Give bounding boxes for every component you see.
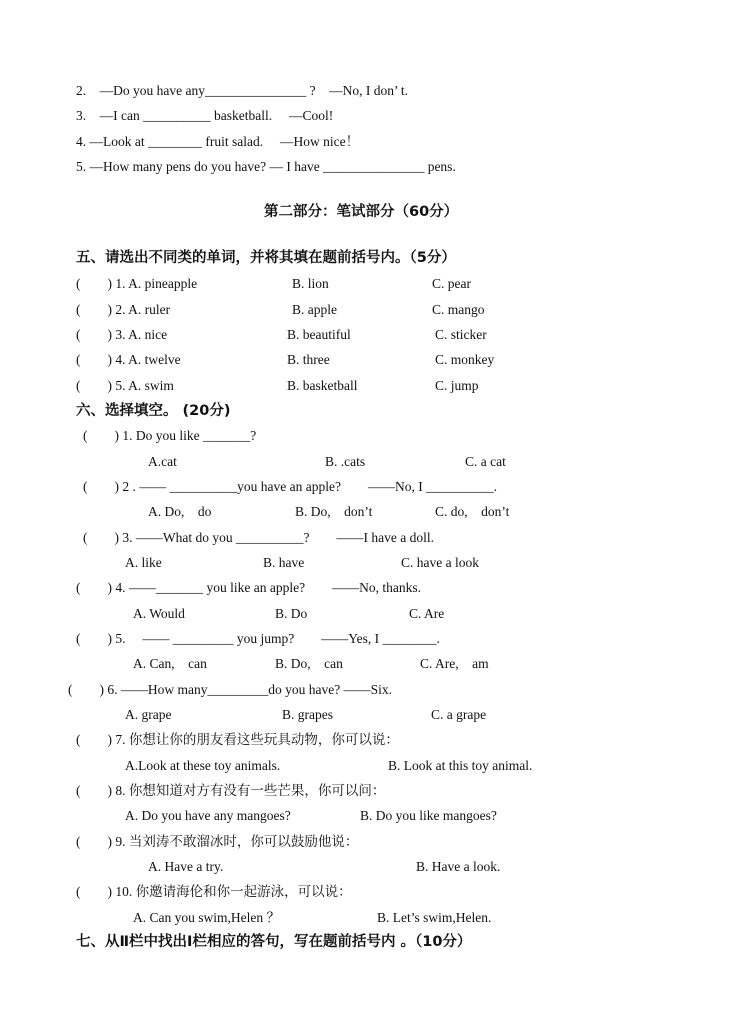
s6-q9-stem: ( ) 9. 当刘涛不敢溜冰时，你可以鼓励他说：	[76, 834, 359, 849]
s6-q4-a: A. Would	[133, 606, 185, 621]
s5-q5-c: C. jump	[435, 378, 479, 393]
s6-q10-b: B. Let’s swim,Helen.	[377, 910, 492, 925]
s5-q4: ( ) 4. A. twelve	[76, 352, 181, 367]
s6-q3-c: C. have a look	[401, 555, 479, 570]
s6-q2-stem: ( ) 2 . —— __________you have an apple? ——No, I __________.	[83, 479, 497, 494]
s5-q2-c: C. mango	[432, 302, 485, 317]
s6-q7-a: A.Look at these toy animals.	[125, 758, 281, 773]
s6-q2-a: A. Do, do	[148, 504, 212, 519]
s5-q4-b: B. three	[287, 352, 330, 367]
s6-q4-c: C. Are	[409, 606, 445, 621]
listening-item-4: 4. —Look at ________ fruit salad. —How nice！	[76, 134, 360, 149]
s6-q10-stem: ( ) 10. 你邀请海伦和你一起游泳，可以说：	[76, 884, 352, 899]
s6-q1-b: B. .cats	[325, 454, 366, 469]
s6-q2-c: C. do, don’t	[435, 504, 510, 519]
s5-q5: ( ) 5. A. swim	[76, 378, 174, 393]
s6-q9-a: A. Have a try.	[148, 859, 224, 874]
s6-q9-b: B. Have a look.	[416, 859, 501, 874]
s6-q5-b: B. Do, can	[275, 656, 343, 671]
listening-item-3: 3. —I can __________ basketball. —Cool!	[76, 108, 334, 123]
section6-title: 六、选择填空。 (20分)	[76, 403, 231, 419]
s6-q6-c: C. a grape	[431, 707, 487, 722]
s5-q1-c: C. pear	[432, 276, 471, 291]
s5-q3-c: C. sticker	[435, 327, 487, 342]
s6-q3-stem: ( ) 3. ——What do you __________? ——I have a doll.	[83, 530, 434, 545]
s5-q2: ( ) 2. A. ruler	[76, 302, 171, 317]
s6-q4-stem: ( ) 4. ——_______ you like an apple? ——No, thanks.	[76, 580, 421, 595]
s5-q3: ( ) 3. A. nice	[76, 327, 168, 342]
section7-title: 七、从Ⅱ栏中找出Ⅰ栏相应的答句，写在题前括号内 。（10分）	[76, 934, 472, 950]
section5-title: 五、请选出不同类的单词，并将其填在题前括号内。（5分）	[76, 250, 456, 266]
s6-q5-c: C. Are, am	[420, 656, 489, 671]
s5-q1-b: B. lion	[292, 276, 329, 291]
part2-title: 第二部分：笔试部分（60分）	[264, 204, 459, 220]
s6-q1-c: C. a cat	[465, 454, 506, 469]
s6-q7-b: B. Look at this toy animal.	[388, 758, 533, 773]
listening-item-2: 2. —Do you have any_______________ ? —No, I don’ t.	[76, 83, 408, 98]
s5-q2-b: B. apple	[292, 302, 337, 317]
s6-q6-b: B. grapes	[282, 707, 333, 722]
s6-q8-b: B. Do you like mangoes?	[360, 808, 497, 823]
s6-q5-stem: ( ) 5. —— _________ you jump? ——Yes, I ________.	[76, 631, 440, 646]
s6-q10-a: A. Can you swim,Helen ？	[133, 910, 280, 925]
s5-q5-b: B. basketball	[287, 378, 358, 393]
s6-q6-stem: ( ) 6. ——How many_________do you have? ——Six.	[68, 682, 392, 697]
s6-q2-b: B. Do, don’t	[295, 504, 373, 519]
s6-q5-a: A. Can, can	[133, 656, 207, 671]
s6-q3-a: A. like	[125, 555, 162, 570]
s5-q3-b: B. beautiful	[287, 327, 351, 342]
s6-q4-b: B. Do	[275, 606, 308, 621]
s6-q7-stem: ( ) 7. 你想让你的朋友看这些玩具动物，你可以说：	[76, 732, 399, 747]
s5-q4-c: C. monkey	[435, 352, 495, 367]
s6-q8-stem: ( ) 8. 你想知道对方有没有一些芒果，你可以问：	[76, 783, 386, 798]
s5-q1: ( ) 1. A. pineapple	[76, 276, 198, 291]
s6-q1-stem: ( ) 1. Do you like _______?	[83, 428, 257, 443]
s6-q3-b: B. have	[263, 555, 305, 570]
s6-q6-a: A. grape	[125, 707, 172, 722]
listening-item-5: 5. —How many pens do you have? — I have _______________ pens.	[76, 159, 456, 174]
s6-q8-a: A. Do you have any mangoes?	[125, 808, 291, 823]
s6-q1-a: A.cat	[148, 454, 177, 469]
